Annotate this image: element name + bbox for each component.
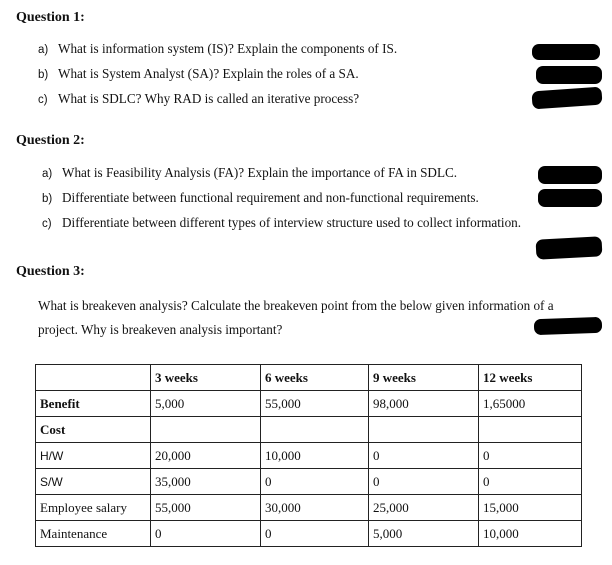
question-2a bbox=[42, 165, 457, 181]
item-text: What is SDLC? Why RAD is called an iterative process? bbox=[58, 91, 360, 106]
question-2b bbox=[42, 190, 479, 206]
table-cell: 10,000 bbox=[261, 443, 369, 469]
row-label: Cost bbox=[36, 417, 151, 443]
table-cell: 10,000 bbox=[479, 521, 582, 547]
table-cell: 0 bbox=[479, 443, 582, 469]
redaction-mark bbox=[536, 236, 603, 259]
item-text: Differentiate between functional requirement and non-functional requirements. bbox=[62, 190, 479, 205]
table-cell: 0 bbox=[261, 469, 369, 495]
table-cell: 35,000 bbox=[151, 469, 261, 495]
question-1b bbox=[38, 66, 359, 82]
table-cell: 0 bbox=[369, 469, 479, 495]
item-label: a) bbox=[42, 168, 53, 180]
table-row bbox=[36, 443, 582, 469]
redaction-mark bbox=[534, 317, 603, 335]
header-cell: 9 weeks bbox=[369, 365, 479, 391]
table-cell: 5,000 bbox=[369, 521, 479, 547]
question-3-paragraph-line2: project. Why is breakeven analysis important? bbox=[38, 322, 283, 337]
redaction-mark bbox=[538, 189, 602, 207]
table-cell: 0 bbox=[151, 521, 261, 547]
redaction-mark bbox=[538, 166, 602, 184]
redaction-mark bbox=[536, 66, 602, 84]
row-label: H/W bbox=[36, 443, 151, 469]
question-1-title: Question 1: bbox=[16, 10, 85, 25]
table-row bbox=[36, 495, 582, 521]
table-row bbox=[36, 417, 582, 443]
row-label: S/W bbox=[36, 469, 151, 495]
table-cell: 0 bbox=[261, 521, 369, 547]
item-label: c) bbox=[38, 94, 48, 106]
table-cell: 15,000 bbox=[479, 495, 582, 521]
table-row bbox=[36, 391, 582, 417]
header-cell bbox=[36, 365, 151, 391]
table-cell bbox=[369, 417, 479, 443]
question-2c bbox=[42, 215, 521, 231]
item-text: What is Feasibility Analysis (FA)? Explain the importance of FA in SDLC. bbox=[62, 165, 458, 180]
item-text: Differentiate between different types of interview structure used to collect information. bbox=[62, 215, 522, 230]
table-cell bbox=[479, 417, 582, 443]
row-label: Benefit bbox=[36, 391, 151, 417]
table-cell: 5,000 bbox=[151, 391, 261, 417]
table-cell bbox=[261, 417, 369, 443]
table-cell: 0 bbox=[369, 443, 479, 469]
breakeven-table bbox=[35, 364, 582, 547]
question-2-title: Question 2: bbox=[16, 133, 85, 148]
table-cell: 55,000 bbox=[261, 391, 369, 417]
table-cell: 98,000 bbox=[369, 391, 479, 417]
item-label: c) bbox=[42, 218, 52, 230]
table-cell: 25,000 bbox=[369, 495, 479, 521]
table-header-row bbox=[36, 365, 582, 391]
table-row bbox=[36, 469, 582, 495]
table-cell: 30,000 bbox=[261, 495, 369, 521]
item-text: What is System Analyst (SA)? Explain the roles of a SA. bbox=[58, 66, 359, 81]
item-text: What is information system (IS)? Explain the components of IS. bbox=[58, 41, 398, 56]
item-label: b) bbox=[38, 69, 49, 81]
question-3-paragraph-line1: What is breakeven analysis? Calculate the breakeven point from the below given information of a bbox=[38, 298, 554, 313]
question-3-title: Question 3: bbox=[16, 264, 85, 279]
item-label: b) bbox=[42, 193, 53, 205]
table-cell: 0 bbox=[479, 469, 582, 495]
row-label: Maintenance bbox=[36, 521, 151, 547]
row-label: Employee salary bbox=[36, 495, 151, 521]
header-cell: 6 weeks bbox=[261, 365, 369, 391]
table-cell: 1,65000 bbox=[479, 391, 582, 417]
redaction-mark bbox=[532, 44, 600, 60]
question-1a bbox=[38, 41, 397, 57]
header-cell: 3 weeks bbox=[151, 365, 261, 391]
question-1c bbox=[38, 91, 359, 107]
table-cell: 20,000 bbox=[151, 443, 261, 469]
table-cell bbox=[151, 417, 261, 443]
table-row bbox=[36, 521, 582, 547]
table-cell: 55,000 bbox=[151, 495, 261, 521]
item-label: a) bbox=[38, 44, 49, 56]
header-cell: 12 weeks bbox=[479, 365, 582, 391]
redaction-mark bbox=[531, 87, 602, 110]
